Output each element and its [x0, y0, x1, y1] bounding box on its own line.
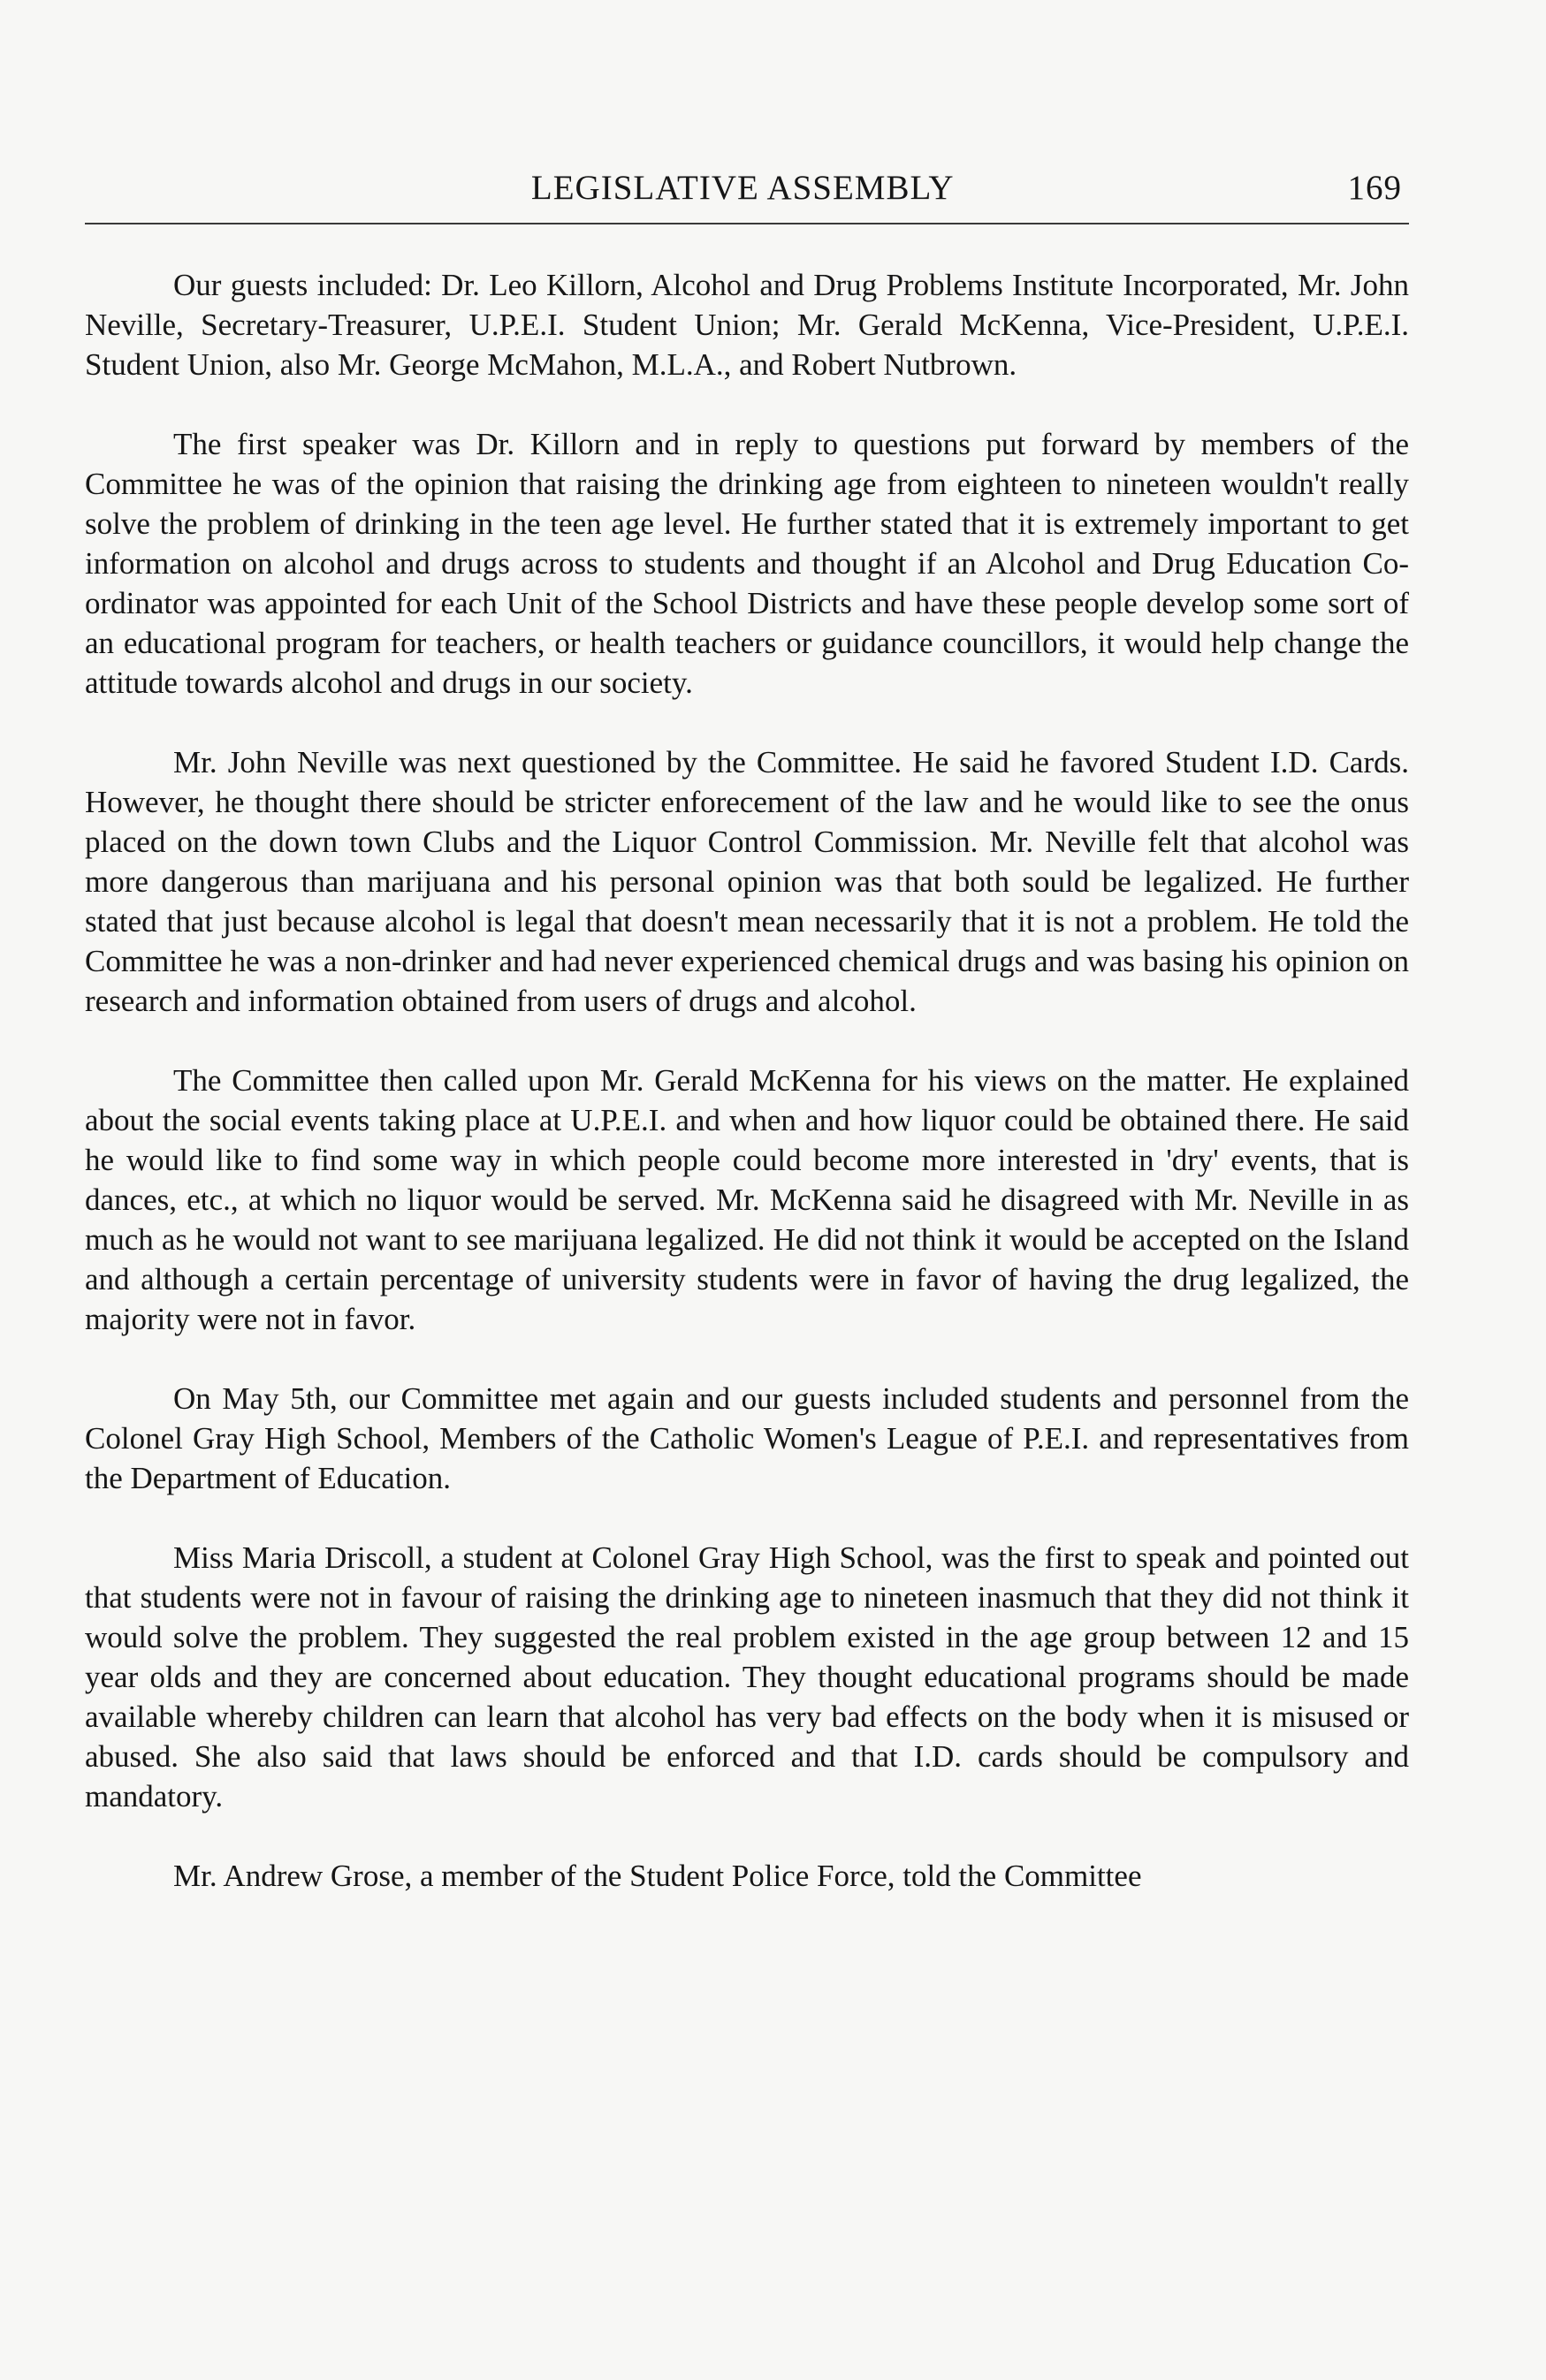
paragraph-driscoll: Miss Maria Driscoll, a student at Colonel Gray High School, was the first to speak and pointed out that students were not in favour of raising the drinking age to nineteen inasmuch that they did not think it would solve the problem. They suggested the real problem existed in the age group between 12 and 15 year olds and they are concerned about education. They thought educational programs should be made available whereby children can learn that alcohol has very bad effects on the body when it is misused or abused. She also said that laws should be enforced and that I.D. cards should be compulsory and mandatory.	[85, 1540, 1409, 1814]
paragraph-killorn: The first speaker was Dr. Killorn and in reply to questions put forward by members of the Committee he was of the opinion that raising the drinking age from eighteen to nineteen wouldn't really solve the problem of drinking in the teen age level. He further stated that it is extremely important to get information on alcohol and drugs across to students and thought if an Alcohol and Drug Education Co-ordinator was appointed for each Unit of the School Districts and have these people develop some sort of an educational program for teachers, or health teachers or guidance councillors, it would help change the attitude towards alcohol and drugs in our society.	[85, 427, 1409, 700]
document-page	[85, 168, 1409, 1896]
page-number: 169	[1347, 169, 1402, 207]
paragraph-mckenna: The Committee then called upon Mr. Gerald McKenna for his views on the matter. He explained about the social events taking place at U.P.E.I. and when and how liquor could be obtained there. He said he would like to find some way in which people could become more interested in 'dry' events, that is dances, etc., at which no liquor would be served. Mr. McKenna said he disagreed with Mr. Neville in as much as he would not want to see marijuana legalized. He did not think it would be accepted on the Island and although a certain percentage of university students were in favor of having the drug legalized, the majority were not in favor.	[85, 1063, 1409, 1336]
paragraph-neville: Mr. John Neville was next questioned by the Committee. He said he favored Student I.D. Cards. However, he thought there should be stricter enforecement of the law and he would like to see the onus placed on the down town Clubs and the Liquor Control Commission. Mr. Neville felt that alcohol was more dangerous than marijuana and his personal opinion was that both sould be legalized. He further stated that just because alcohol is legal that doesn't mean necessarily that it is not a problem. He told the Committee he was a non-drinker and had never experienced chemical drugs and was basing his opinion on research and information obtained from users of drugs and alcohol.	[85, 745, 1409, 1018]
running-header	[85, 168, 1409, 224]
paragraph-may-5th: On May 5th, our Committee met again and our guests included students and personnel from the Colonel Gray High School, Members of the Catholic Women's League of P.E.I. and representatives from the Department of Education.	[85, 1381, 1409, 1495]
header-title: LEGISLATIVE ASSEMBLY	[530, 169, 955, 207]
paragraph-guests: Our guests included: Dr. Leo Killorn, Alcohol and Drug Problems Institute Incorporated, Mr. John Neville, Secretary-Treasurer, U.P.E.I. Student Union; Mr. Gerald McKenna, Vice-President, U.P.E.I. Student Union, also Mr. George McMahon, M.L.A., and Robert Nutbrown.	[85, 268, 1409, 382]
body-text	[85, 265, 1409, 1896]
paragraph-grose: Mr. Andrew Grose, a member of the Student Police Force, told the Committee	[173, 1859, 1142, 1893]
